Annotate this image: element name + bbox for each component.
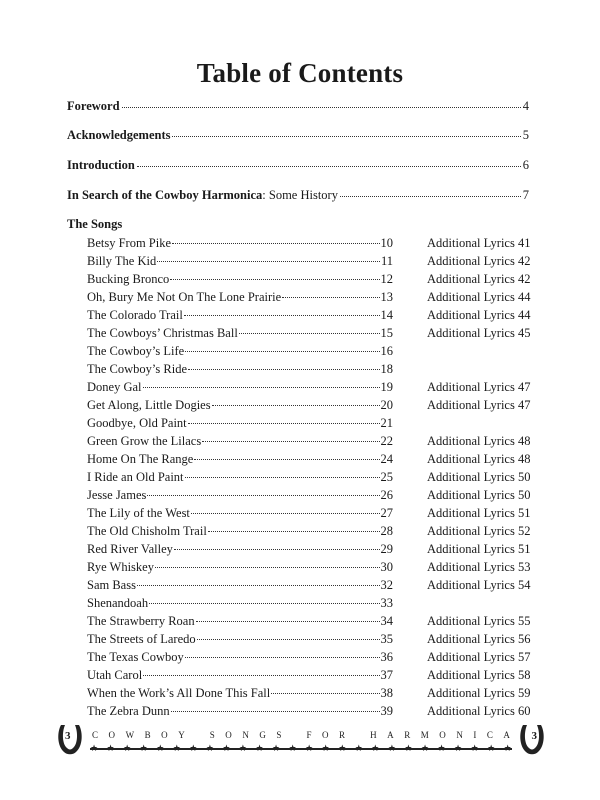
- song-entry: [87, 612, 393, 630]
- additional-lyrics: Additional Lyrics 51: [427, 542, 531, 556]
- additional-lyrics: Additional Lyrics 42: [427, 254, 531, 268]
- song-title: The Zebra Dunn: [87, 704, 170, 718]
- footer-letter: O: [439, 730, 446, 740]
- dot-leader: [172, 126, 520, 137]
- toc-entry-title: In Search of the Cowboy Harmonica: [67, 188, 263, 202]
- dot-leader: [271, 683, 379, 694]
- song-title: Doney Gal: [87, 380, 142, 394]
- song-entry: [87, 252, 393, 270]
- songs-list: [87, 234, 547, 720]
- song-page: 30: [380, 560, 393, 574]
- song-page: 22: [380, 434, 393, 448]
- additional-lyrics: Additional Lyrics 48: [427, 434, 531, 448]
- dot-leader: [188, 413, 380, 424]
- songs-heading: The Songs: [67, 217, 123, 231]
- dot-leader: [155, 557, 380, 568]
- song-entry: [87, 270, 393, 288]
- additional-lyrics: Additional Lyrics 48: [427, 452, 531, 466]
- song-page: 15: [380, 326, 393, 340]
- song-page: 27: [380, 506, 393, 520]
- footer-letter: [195, 730, 199, 740]
- dot-leader: [202, 431, 379, 442]
- song-entry: [87, 630, 393, 648]
- toc-entry-page: 4: [522, 99, 529, 113]
- additional-lyrics: Additional Lyrics 44: [427, 290, 531, 304]
- song-entry: [87, 468, 393, 486]
- toc-entry: [67, 127, 529, 143]
- footer-letter: O: [108, 730, 116, 740]
- footer-letter: F: [306, 730, 312, 740]
- dot-leader: [172, 233, 379, 244]
- additional-lyrics: Additional Lyrics 53: [427, 560, 531, 574]
- dot-leader: [157, 251, 380, 262]
- song-row: [87, 684, 547, 702]
- song-title: The Streets of Laredo: [87, 632, 196, 646]
- dot-leader: [282, 287, 379, 298]
- footer-letter: O: [322, 730, 329, 740]
- song-entry: [87, 648, 393, 666]
- song-title: Oh, Bury Me Not On The Lone Prairie: [87, 290, 282, 304]
- toc-entry-label: [67, 127, 170, 143]
- song-entry: [87, 504, 393, 522]
- song-title: Jesse James: [87, 488, 147, 502]
- song-title: Get Along, Little Dogies: [87, 398, 211, 412]
- song-row: [87, 558, 547, 576]
- song-page: 26: [380, 488, 393, 502]
- song-entry: [87, 576, 393, 594]
- song-entry: [87, 396, 393, 414]
- dot-leader: [143, 665, 379, 676]
- additional-lyrics: Additional Lyrics 42: [427, 272, 531, 286]
- additional-lyrics: Additional Lyrics 50: [427, 488, 531, 502]
- footer-rule: [90, 748, 512, 750]
- song-title: The Cowboys’ Christmas Ball: [87, 326, 238, 340]
- footer-letter: S: [276, 730, 282, 740]
- additional-lyrics: Additional Lyrics 45: [427, 326, 531, 340]
- toc-entry-page: 5: [522, 128, 529, 142]
- song-row: [87, 486, 547, 504]
- song-entry: [87, 306, 393, 324]
- song-title: The Strawberry Roan: [87, 614, 195, 628]
- song-page: 29: [380, 542, 393, 556]
- song-page: 33: [380, 596, 393, 610]
- toc-entry-title: Foreword: [67, 99, 120, 113]
- dot-leader: [171, 701, 380, 712]
- song-row: [87, 396, 547, 414]
- dot-leader: [170, 269, 379, 280]
- song-page: 38: [380, 686, 393, 700]
- toc-entry-subtitle: : Some History: [262, 188, 338, 202]
- toc-entry: [67, 187, 529, 203]
- song-row: [87, 306, 547, 324]
- song-row: [87, 504, 547, 522]
- dot-leader: [340, 186, 521, 197]
- song-page: 25: [380, 470, 393, 484]
- song-row: [87, 234, 547, 252]
- song-entry: [87, 486, 393, 504]
- dot-leader: [149, 593, 379, 604]
- page-footer: [56, 722, 546, 762]
- toc-entry-page: 6: [522, 158, 529, 172]
- song-title: Billy The Kid: [87, 254, 157, 268]
- toc-entry: [67, 98, 529, 114]
- song-title: The Colorado Trail: [87, 308, 183, 322]
- footer-letter: N: [456, 730, 463, 740]
- toc-entry: [67, 157, 529, 173]
- song-entry: [87, 360, 393, 378]
- dot-leader: [137, 575, 380, 586]
- song-entry: [87, 594, 393, 612]
- footer-letter: C: [92, 730, 99, 740]
- song-title: Utah Carol: [87, 668, 143, 682]
- footer-page-number-left: 3: [65, 730, 71, 742]
- song-row: [87, 414, 547, 432]
- song-row: [87, 360, 547, 378]
- song-row: [87, 594, 547, 612]
- song-page: 19: [380, 380, 393, 394]
- song-title: I Ride an Old Paint: [87, 470, 184, 484]
- dot-leader: [196, 611, 380, 622]
- song-entry: [87, 234, 393, 252]
- additional-lyrics: Additional Lyrics 59: [427, 686, 531, 700]
- toc-entry-title: Acknowledgements: [67, 128, 171, 142]
- song-title: Home On The Range: [87, 452, 194, 466]
- additional-lyrics: Additional Lyrics 58: [427, 668, 531, 682]
- footer-letter: R: [339, 730, 346, 740]
- footer-letter: R: [404, 730, 411, 740]
- song-entry: [87, 432, 393, 450]
- dot-leader: [122, 97, 521, 108]
- song-entry: [87, 522, 393, 540]
- additional-lyrics: Additional Lyrics 56: [427, 632, 531, 646]
- song-entry: [87, 702, 393, 720]
- song-entry: [87, 324, 393, 342]
- additional-lyrics: Additional Lyrics 54: [427, 578, 531, 592]
- dot-leader: [239, 323, 380, 334]
- page-title: Table of Contents: [196, 58, 404, 88]
- additional-lyrics: Additional Lyrics 51: [427, 506, 531, 520]
- song-row: [87, 270, 547, 288]
- additional-lyrics: Additional Lyrics 44: [427, 308, 531, 322]
- song-row: [87, 288, 547, 306]
- song-row: [87, 252, 547, 270]
- song-row: [87, 612, 547, 630]
- song-entry: [87, 684, 393, 702]
- song-title: The Old Chisholm Trail: [87, 524, 207, 538]
- song-page: 11: [380, 254, 393, 268]
- dot-leader: [208, 521, 380, 532]
- song-entry: [87, 378, 393, 396]
- song-page: 24: [380, 452, 393, 466]
- dot-leader: [188, 359, 380, 370]
- toc-entry-label: [67, 157, 135, 173]
- footer-letter: Y: [178, 730, 185, 740]
- song-page: 34: [380, 614, 393, 628]
- additional-lyrics: Additional Lyrics 52: [427, 524, 531, 538]
- song-page: 16: [380, 344, 393, 358]
- song-page: 13: [380, 290, 393, 304]
- footer-letter: H: [370, 730, 377, 740]
- song-row: [87, 324, 547, 342]
- toc-entry-label: [67, 98, 120, 114]
- song-entry: [87, 666, 393, 684]
- dot-leader: [191, 503, 380, 514]
- song-title: When the Work’s All Done This Fall: [87, 686, 271, 700]
- song-row: [87, 342, 547, 360]
- song-entry: [87, 558, 393, 576]
- song-entry: [87, 450, 393, 468]
- song-title: The Texas Cowboy: [87, 650, 184, 664]
- song-title: The Cowboy’s Life: [87, 344, 185, 358]
- additional-lyrics: Additional Lyrics 57: [427, 650, 531, 664]
- footer-letter: [356, 730, 360, 740]
- footer-letter: [292, 730, 296, 740]
- footer-letter: O: [225, 730, 232, 740]
- song-page: 18: [380, 362, 393, 376]
- dot-leader: [185, 467, 380, 478]
- dot-leader: [147, 485, 379, 496]
- toc-entry-page: 7: [522, 188, 529, 202]
- footer-letter: A: [387, 730, 394, 740]
- additional-lyrics: Additional Lyrics 41: [427, 236, 531, 250]
- footer-letter: B: [144, 730, 151, 740]
- song-row: [87, 378, 547, 396]
- additional-lyrics: Additional Lyrics 50: [427, 470, 531, 484]
- song-page: 39: [380, 704, 393, 718]
- song-entry: [87, 414, 393, 432]
- additional-lyrics: Additional Lyrics 47: [427, 398, 531, 412]
- dot-leader: [194, 449, 379, 460]
- footer-letter: I: [473, 730, 477, 740]
- song-title: Rye Whiskey: [87, 560, 154, 574]
- song-row: [87, 576, 547, 594]
- song-title: Shenandoah: [87, 596, 149, 610]
- toc-entry-title: Introduction: [67, 158, 135, 172]
- song-title: Red River Valley: [87, 542, 173, 556]
- song-title: Bucking Bronco: [87, 272, 170, 286]
- song-page: 14: [380, 308, 393, 322]
- song-page: 28: [380, 524, 393, 538]
- song-title: Sam Bass: [87, 578, 136, 592]
- song-entry: [87, 540, 393, 558]
- song-row: [87, 648, 547, 666]
- song-page: 12: [380, 272, 393, 286]
- song-page: 21: [380, 416, 393, 430]
- dot-leader: [185, 341, 379, 352]
- song-page: 20: [380, 398, 393, 412]
- dot-leader: [197, 629, 380, 640]
- song-entry: [87, 288, 393, 306]
- footer-letter: N: [242, 730, 249, 740]
- song-title: Betsy From Pike: [87, 236, 172, 250]
- dot-leader: [212, 395, 380, 406]
- footer-letter: S: [209, 730, 215, 740]
- footer-letter: G: [259, 730, 266, 740]
- footer-letter: W: [125, 730, 135, 740]
- song-row: [87, 702, 547, 720]
- song-page: 10: [380, 236, 393, 250]
- song-page: 32: [380, 578, 393, 592]
- footer-letter: C: [486, 730, 493, 740]
- footer-page-number-right: 3: [531, 730, 537, 742]
- additional-lyrics: Additional Lyrics 55: [427, 614, 531, 628]
- dot-leader: [143, 377, 380, 388]
- dot-leader: [184, 305, 380, 316]
- toc-entry-label: [67, 187, 338, 203]
- song-title: The Lily of the West: [87, 506, 190, 520]
- footer-letter: O: [161, 730, 168, 740]
- additional-lyrics: Additional Lyrics 60: [427, 704, 531, 718]
- song-title: The Cowboy’s Ride: [87, 362, 187, 376]
- song-entry: [87, 342, 393, 360]
- song-title: Green Grow the Lilacs: [87, 434, 202, 448]
- song-title: Goodbye, Old Paint: [87, 416, 187, 430]
- footer-book-title: [92, 730, 510, 740]
- footer-letter: A: [503, 730, 510, 740]
- song-row: [87, 540, 547, 558]
- dot-leader: [185, 647, 380, 658]
- song-row: [87, 468, 547, 486]
- footer-letter: M: [420, 730, 429, 740]
- song-row: [87, 630, 547, 648]
- song-row: [87, 450, 547, 468]
- song-page: 36: [380, 650, 393, 664]
- song-row: [87, 522, 547, 540]
- song-page: 35: [380, 632, 393, 646]
- dot-leader: [137, 156, 521, 167]
- song-page: 37: [380, 668, 393, 682]
- additional-lyrics: Additional Lyrics 47: [427, 380, 531, 394]
- song-row: [87, 666, 547, 684]
- song-row: [87, 432, 547, 450]
- dot-leader: [174, 539, 380, 550]
